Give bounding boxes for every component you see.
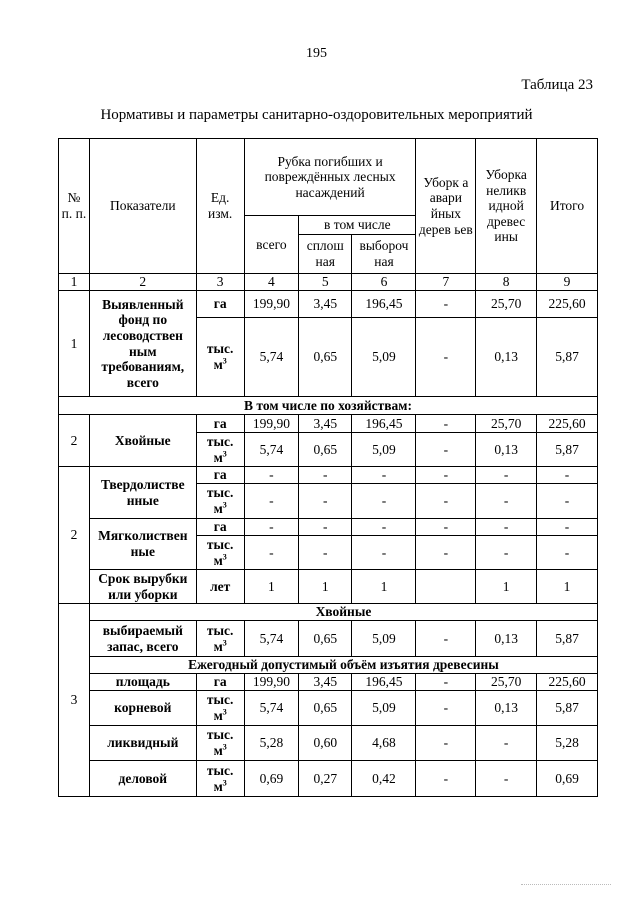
section-row — [59, 657, 598, 674]
value-cell: - — [299, 484, 352, 519]
value-cell: - — [416, 691, 476, 726]
section-row — [59, 397, 598, 415]
value-cell: 0,13 — [476, 318, 537, 397]
value-cell: - — [299, 467, 352, 484]
column-numbers-row — [59, 274, 598, 291]
col-num: 8 — [476, 274, 537, 291]
unit-cell: га — [196, 415, 244, 433]
value-cell: 5,74 — [244, 433, 298, 467]
value-cell: - — [476, 761, 537, 797]
value-cell: 1 — [537, 570, 598, 604]
table-row — [59, 291, 598, 318]
header-unit: Ед. изм. — [196, 139, 244, 274]
value-cell: - — [416, 761, 476, 797]
header-illiquid: Уборка неликв идной древес ины — [476, 139, 537, 274]
header-felling: Рубка погибших и повреждённых лесных насаждений — [244, 139, 416, 216]
value-cell: 5,09 — [352, 433, 416, 467]
value-cell: 3,45 — [299, 291, 352, 318]
value-cell: 0,65 — [299, 691, 352, 726]
unit-cell: тыс. $м^3$ — [196, 726, 244, 761]
value-cell: - — [476, 467, 537, 484]
table-row — [59, 691, 598, 726]
value-cell: - — [352, 484, 416, 519]
unit-cell: тыс. $м^3$ — [196, 484, 244, 519]
table-row — [59, 761, 598, 797]
value-cell: 25,70 — [476, 291, 537, 318]
value-cell: 5,28 — [537, 726, 598, 761]
value-cell: 0,69 — [537, 761, 598, 797]
value-cell: - — [244, 536, 298, 570]
value-cell: 3,45 — [299, 415, 352, 433]
value-cell: - — [416, 621, 476, 657]
value-cell: 0,69 — [244, 761, 298, 797]
value-cell: 5,87 — [537, 318, 598, 397]
table-row — [59, 519, 598, 536]
table-label: Таблица 23 — [521, 77, 593, 93]
value-cell: - — [244, 484, 298, 519]
value-cell: - — [416, 536, 476, 570]
table-row — [59, 467, 598, 484]
col-num: 6 — [352, 274, 416, 291]
value-cell: 5,87 — [537, 433, 598, 467]
table-row — [59, 621, 598, 657]
value-cell: 0,65 — [299, 318, 352, 397]
table-title: Нормативы и параметры санитарно-оздоровительных мероприятий — [100, 107, 533, 123]
value-cell: - — [476, 726, 537, 761]
norms-table — [58, 138, 598, 797]
col-num: 4 — [244, 274, 298, 291]
value-cell: 225,60 — [537, 674, 598, 691]
value-cell: - — [476, 519, 537, 536]
value-cell: - — [416, 433, 476, 467]
footer-divider — [521, 884, 611, 891]
section-by-farms: В том числе по хозяйствам: — [59, 397, 598, 415]
value-cell: - — [352, 519, 416, 536]
col-num: 7 — [416, 274, 476, 291]
table-row — [59, 674, 598, 691]
value-cell: 5,74 — [244, 621, 298, 657]
header-in-that: в том числе — [299, 216, 416, 235]
value-cell: - — [416, 519, 476, 536]
row-label: деловой — [89, 761, 196, 797]
row-label: Хвойные — [89, 415, 196, 467]
value-cell: - — [537, 519, 598, 536]
unit-cell: га — [196, 674, 244, 691]
value-cell: - — [416, 318, 476, 397]
value-cell: 196,45 — [352, 291, 416, 318]
value-cell: 196,45 — [352, 674, 416, 691]
value-cell: 0,60 — [299, 726, 352, 761]
unit-cell: лет — [196, 570, 244, 604]
value-cell: 199,90 — [244, 674, 298, 691]
value-cell: - — [416, 291, 476, 318]
value-cell: 199,90 — [244, 291, 298, 318]
value-cell: 25,70 — [476, 415, 537, 433]
value-cell: 0,65 — [299, 433, 352, 467]
header-selective: выбороч ная — [352, 235, 416, 274]
value-cell: 5,87 — [537, 691, 598, 726]
header-num: № п. п. — [59, 139, 90, 274]
value-cell: - — [416, 726, 476, 761]
value-cell: 5,09 — [352, 621, 416, 657]
col-num: 9 — [537, 274, 598, 291]
section-conifer: Хвойные — [89, 604, 597, 621]
value-cell: 225,60 — [537, 415, 598, 433]
value-cell: - — [299, 536, 352, 570]
header-row-1 — [59, 139, 598, 216]
value-cell: 5,09 — [352, 318, 416, 397]
value-cell: 0,13 — [476, 433, 537, 467]
value-cell: - — [416, 484, 476, 519]
header-indicators: Показатели — [89, 139, 196, 274]
unit-cell: тыс. $м^3$ — [196, 761, 244, 797]
value-cell: 225,60 — [537, 291, 598, 318]
value-cell: - — [352, 467, 416, 484]
row-number: 3 — [59, 604, 90, 797]
row-label: Выявленный фонд по лесоводствен ным требованиям, всего — [89, 291, 196, 397]
value-cell: - — [476, 484, 537, 519]
value-cell: 5,87 — [537, 621, 598, 657]
value-cell: 5,74 — [244, 691, 298, 726]
section-annual: Ежегодный допустимый объём изъятия древесины — [89, 657, 597, 674]
row-number: 1 — [59, 291, 90, 397]
table-row — [59, 570, 598, 604]
row-label: выбираемый запас, всего — [89, 621, 196, 657]
value-cell: 5,09 — [352, 691, 416, 726]
value-cell: 25,70 — [476, 674, 537, 691]
value-cell: 196,45 — [352, 415, 416, 433]
value-cell — [416, 570, 476, 604]
page-number: 195 — [306, 46, 327, 61]
value-cell: - — [244, 467, 298, 484]
row-label: Мягколиствен ные — [89, 519, 196, 570]
table-row — [59, 415, 598, 433]
unit-cell: тыс. $м^3$ — [196, 318, 244, 397]
value-cell: - — [537, 467, 598, 484]
value-cell: 0,13 — [476, 691, 537, 726]
value-cell: 199,90 — [244, 415, 298, 433]
row-label: Срок вырубки или уборки — [89, 570, 196, 604]
row-label: площадь — [89, 674, 196, 691]
value-cell: - — [537, 484, 598, 519]
header-clear: сплош ная — [299, 235, 352, 274]
row-label: ликвидный — [89, 726, 196, 761]
value-cell: 1 — [352, 570, 416, 604]
col-num: 3 — [196, 274, 244, 291]
col-num: 1 — [59, 274, 90, 291]
value-cell: - — [416, 467, 476, 484]
value-cell: - — [537, 536, 598, 570]
header-total: всего — [244, 216, 298, 274]
value-cell: - — [476, 536, 537, 570]
value-cell: - — [416, 415, 476, 433]
unit-cell: га — [196, 291, 244, 318]
section-row — [59, 604, 598, 621]
row-label: корневой — [89, 691, 196, 726]
col-num: 5 — [299, 274, 352, 291]
value-cell: 4,68 — [352, 726, 416, 761]
value-cell: 5,74 — [244, 318, 298, 397]
row-number: 2 — [59, 415, 90, 467]
value-cell: 0,42 — [352, 761, 416, 797]
col-num: 2 — [89, 274, 196, 291]
value-cell: - — [352, 536, 416, 570]
unit-cell: тыс. $м^3$ — [196, 433, 244, 467]
value-cell: 1 — [244, 570, 298, 604]
value-cell: 0,27 — [299, 761, 352, 797]
unit-cell: тыс. $м^3$ — [196, 621, 244, 657]
value-cell: - — [244, 519, 298, 536]
value-cell: 1 — [299, 570, 352, 604]
value-cell: 0,65 — [299, 621, 352, 657]
header-itogo: Итого — [537, 139, 598, 274]
unit-cell: тыс. $м^3$ — [196, 536, 244, 570]
unit-cell: га — [196, 467, 244, 484]
unit-cell: тыс. $м^3$ — [196, 691, 244, 726]
value-cell: 3,45 — [299, 674, 352, 691]
row-label: Твердолистве нные — [89, 467, 196, 519]
table-row — [59, 726, 598, 761]
value-cell: 5,28 — [244, 726, 298, 761]
value-cell: - — [416, 674, 476, 691]
value-cell: 1 — [476, 570, 537, 604]
value-cell: - — [299, 519, 352, 536]
row-number: 2 — [59, 467, 90, 604]
value-cell: 0,13 — [476, 621, 537, 657]
unit-cell: га — [196, 519, 244, 536]
header-emergency: Уборк а авари йных дерев ьев — [416, 139, 476, 274]
